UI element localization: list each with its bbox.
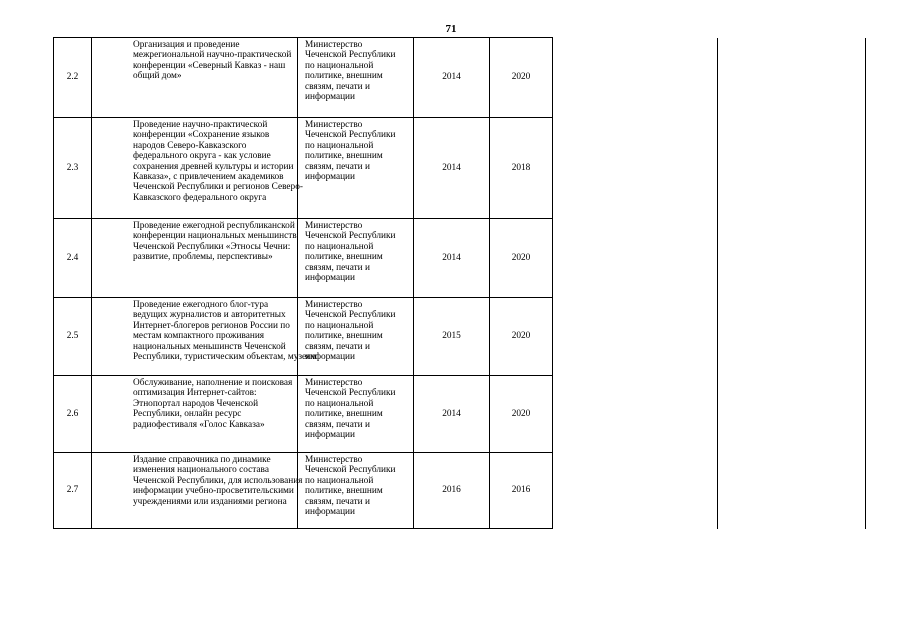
executor-line: по национальной [305,475,374,486]
executor-line: по национальной [305,241,374,252]
description-line: Кавказского федерального округа [133,192,267,203]
executor-line: по национальной [305,398,374,409]
executor-line: информации [305,352,356,363]
executor-line: связям, печати и [305,161,370,172]
description-line: Организация и проведение [133,40,240,50]
end-year: 2020 [490,298,553,376]
row-number: 2.6 [54,376,92,453]
description-line: конференции «Северный Кавказ - наш [133,60,286,71]
description-line: местам компактного проживания [133,331,265,342]
description-line: развитие, проблемы, перспективы» [133,252,273,263]
executor-line: политике, внешним [305,409,383,420]
activity-description [92,118,303,219]
end-year: 2018 [490,118,553,219]
description-line: изменения национального состава [133,465,269,476]
activity-description [92,376,298,453]
executor-line: Министерство [305,120,363,130]
empty-cell [718,118,866,219]
row-number: 2.2 [54,38,92,118]
description-line: межрегиональной научно-практической [133,50,292,61]
description-line: Проведение научно-практической [133,120,268,130]
end-year: 2020 [490,38,553,118]
empty-cell [718,376,866,453]
empty-cell [553,453,718,529]
responsible-executor [298,38,414,118]
description-line: Чеченской Республики, для использования [133,475,303,486]
start-year: 2014 [414,38,490,118]
row-number: 2.7 [54,453,92,529]
description-line: оптимизация Интернет-сайтов: [133,388,257,399]
table-row [54,298,866,376]
responsible-executor [298,376,414,453]
executor-line: по национальной [305,60,374,71]
description-line: Республики, онлайн ресурс [133,409,242,420]
executor-line: Министерство [305,378,363,388]
description-line: народов Северо-Кавказского [133,140,247,151]
executor-line: Чеченской Республики [305,310,396,321]
description-line: Обслуживание, наполнение и поисковая [133,378,293,388]
description-line: Издание справочника по динамике [133,455,271,465]
empty-cell [718,219,866,298]
start-year: 2014 [414,219,490,298]
activity-description [92,453,303,529]
responsible-executor [298,118,414,219]
description-line: Проведение ежегодного блог-тура [133,300,269,310]
executor-line: информации [305,430,356,441]
executor-line: Министерство [305,40,363,50]
empty-cell [553,219,718,298]
executor-line: политике, внешним [305,151,383,162]
executor-line: связям, печати и [305,262,370,273]
executor-line: связям, печати и [305,419,370,430]
description-line: Чеченской Республики «Этносы Чечни: [133,241,291,252]
start-year: 2014 [414,376,490,453]
executor-line: политике, внешним [305,71,383,82]
executor-line: политике, внешним [305,486,383,497]
executor-line: политике, внешним [305,331,383,342]
page-number: 71 [445,23,457,35]
table-row [54,376,866,453]
description-line: сохранения древней культуры и истории [133,161,294,172]
table-row [54,118,866,219]
empty-cell [718,38,866,118]
executor-line: связям, печати и [305,341,370,352]
empty-cell [553,376,718,453]
description-line: информации учебно-просветительскими [133,486,294,497]
executor-line: Чеченской Республики [305,388,396,399]
executor-line: по национальной [305,320,374,331]
executor-line: связям, печати и [305,81,370,92]
responsible-executor [298,453,414,529]
end-year: 2016 [490,453,553,529]
table-row [54,219,866,298]
description-line: ведущих журналистов и авторитетных [133,310,286,321]
end-year: 2020 [490,376,553,453]
description-line: Проведение ежегодной республиканской [133,221,295,231]
executor-line: по национальной [305,140,374,151]
description-line: конференции «Сохранение языков [133,130,270,141]
table-row [54,453,866,529]
activity-description [92,38,298,118]
empty-cell [553,38,718,118]
description-line: федерального округа - как условие [133,151,271,162]
description-line: общий дом» [133,71,182,82]
description-line: конференции национальных меньшинств [133,231,297,242]
description-line: радиофестиваля «Голос Кавказа» [133,419,265,430]
start-year: 2014 [414,118,490,219]
empty-cell [553,298,718,376]
description-line: национальных меньшинств Чеченской [133,341,286,352]
executor-line: информации [305,507,356,518]
executor-line: информации [305,172,356,183]
empty-cell [718,298,866,376]
description-line: Кавказа», с привлечением академиков [133,172,284,183]
row-number: 2.5 [54,298,92,376]
description-line: Чеченской Республики и регионов Северо- [133,182,303,193]
row-number: 2.4 [54,219,92,298]
responsible-executor [298,298,414,376]
executor-line: политике, внешним [305,252,383,263]
executor-line: Чеченской Республики [305,231,396,242]
description-line: Этнопортал народов Чеченской [133,398,259,409]
activity-description [92,298,317,376]
executor-line: Чеченской Республики [305,465,396,476]
executor-line: Министерство [305,221,363,231]
description-line: учреждениями или изданиями региона [133,496,287,507]
empty-cell [718,453,866,529]
end-year: 2020 [490,219,553,298]
start-year: 2016 [414,453,490,529]
executor-line: информации [305,273,356,284]
executor-line: Чеченской Республики [305,50,396,61]
empty-cell [553,118,718,219]
program-activities-table [53,37,866,529]
responsible-executor [298,219,414,298]
description-line: Республики, туристическим объектам, музеям [133,352,317,363]
executor-line: Министерство [305,455,363,465]
executor-line: информации [305,92,356,103]
table-row [54,38,866,118]
executor-line: связям, печати и [305,496,370,507]
row-number: 2.3 [54,118,92,219]
executor-line: Чеченской Республики [305,130,396,141]
executor-line: Министерство [305,300,363,310]
activity-description [92,219,298,298]
start-year: 2015 [414,298,490,376]
description-line: Интернет-блогеров регионов России по [133,320,290,331]
